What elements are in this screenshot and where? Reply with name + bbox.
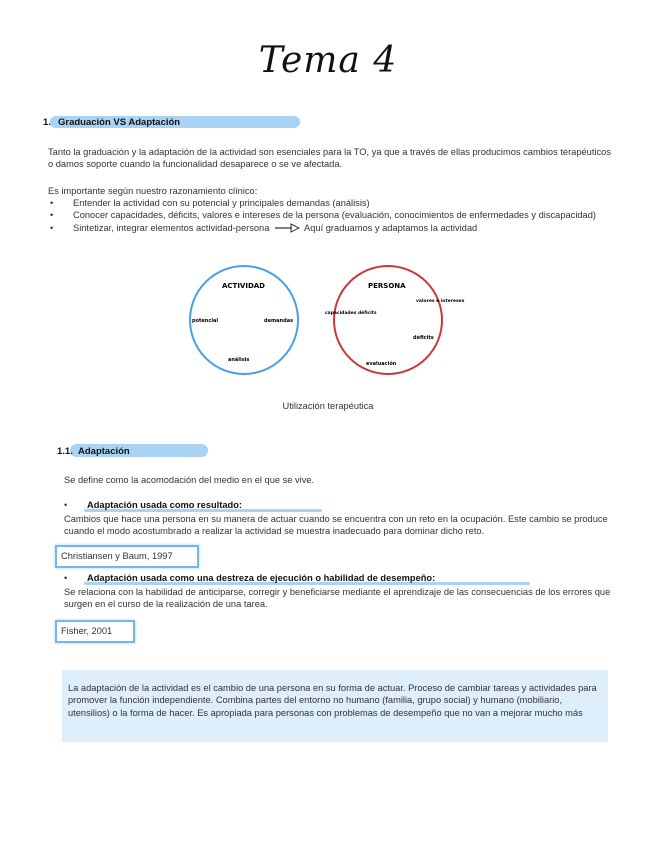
list-item: • Sintetizar, integrar elementos actividad-persona Aquí graduamos y adaptamos la actividad (48, 222, 618, 234)
section-heading: Graduación VS Adaptación (58, 117, 181, 128)
person-label: capacidades déficits (325, 311, 377, 316)
intro-paragraph: Tanto la graduación y la adaptación de la actividad son esenciales para la TO, ya que a través de ellas producimos cambios terapéuticos o damos soporte cuando la funcionalidad desaparece o se ve afectada. (48, 147, 611, 170)
item-title: Adaptación usada como una destreza de ejecución o habilidad de desempeño: (87, 573, 436, 583)
item-text: Se relaciona con la habilidad de anticiparse, corregir y beneficiarse mediante el aprendizaje de las consecuencias de los errores que surgen en el curso de la realización de una tarea. (64, 587, 611, 610)
activity-label: demandas (264, 318, 294, 324)
section-number: 1.1. (57, 446, 73, 457)
list-item: • Conocer capacidades, déficits, valores e intereses de la persona (evaluación, conocimientos de enfermedades y discapacidad) (48, 209, 618, 221)
page-title: Tema 4 (258, 40, 398, 81)
summary-note: La adaptación de la actividad es el cambio de una persona en su forma de actuar. Proceso de cambiar tareas y actividades para promover la función independiente. Combina partes del entorno no humano (familia, grupo social) y humano (mobiliario, utensilios) o la forma de hacer. Es apropiada para personas con problemas de desempeño que no van a mejorar mucho más (62, 670, 608, 742)
reference-box: Fisher, 2001 (55, 620, 135, 643)
activity-title: ACTIVIDAD (222, 282, 265, 290)
person-label: evaluación (366, 361, 397, 367)
bullet-dot: • (64, 500, 68, 510)
activity-label: análisis (228, 357, 250, 363)
activity-label: potencial (192, 318, 219, 324)
definition-text: Se define como la acomodación del medio en el que se vive. (64, 475, 315, 485)
bullet-dot: • (64, 573, 68, 583)
person-title: PERSONA (368, 282, 406, 290)
activity-person-diagram (180, 262, 480, 382)
intro-line: Es importante según nuestro razonamiento clínico: (48, 186, 258, 196)
section-heading: Adaptación (78, 446, 130, 457)
arrow-right-icon (274, 223, 300, 233)
person-label: déficits (413, 335, 434, 341)
list-item: • Entender la actividad con su potencial y principales demandas (análisis) (48, 197, 618, 209)
item-title: Adaptación usada como resultado: (87, 500, 242, 510)
item-text: Cambios que hace una persona en su manera de actuar cuando se encuentra con un reto en la ocupación. Este cambio se produce cuando el modo acostumbrado a realizar la actividad se muestra inadecuado para dominar dicho reto. (64, 514, 608, 537)
diagram-caption: Utilización terapéutica (282, 401, 374, 411)
person-label: valores e intereses (416, 299, 465, 304)
reference-box: Christiansen y Baum, 1997 (55, 545, 199, 568)
section-number: 1. (43, 117, 51, 128)
bullet-list (48, 197, 618, 234)
